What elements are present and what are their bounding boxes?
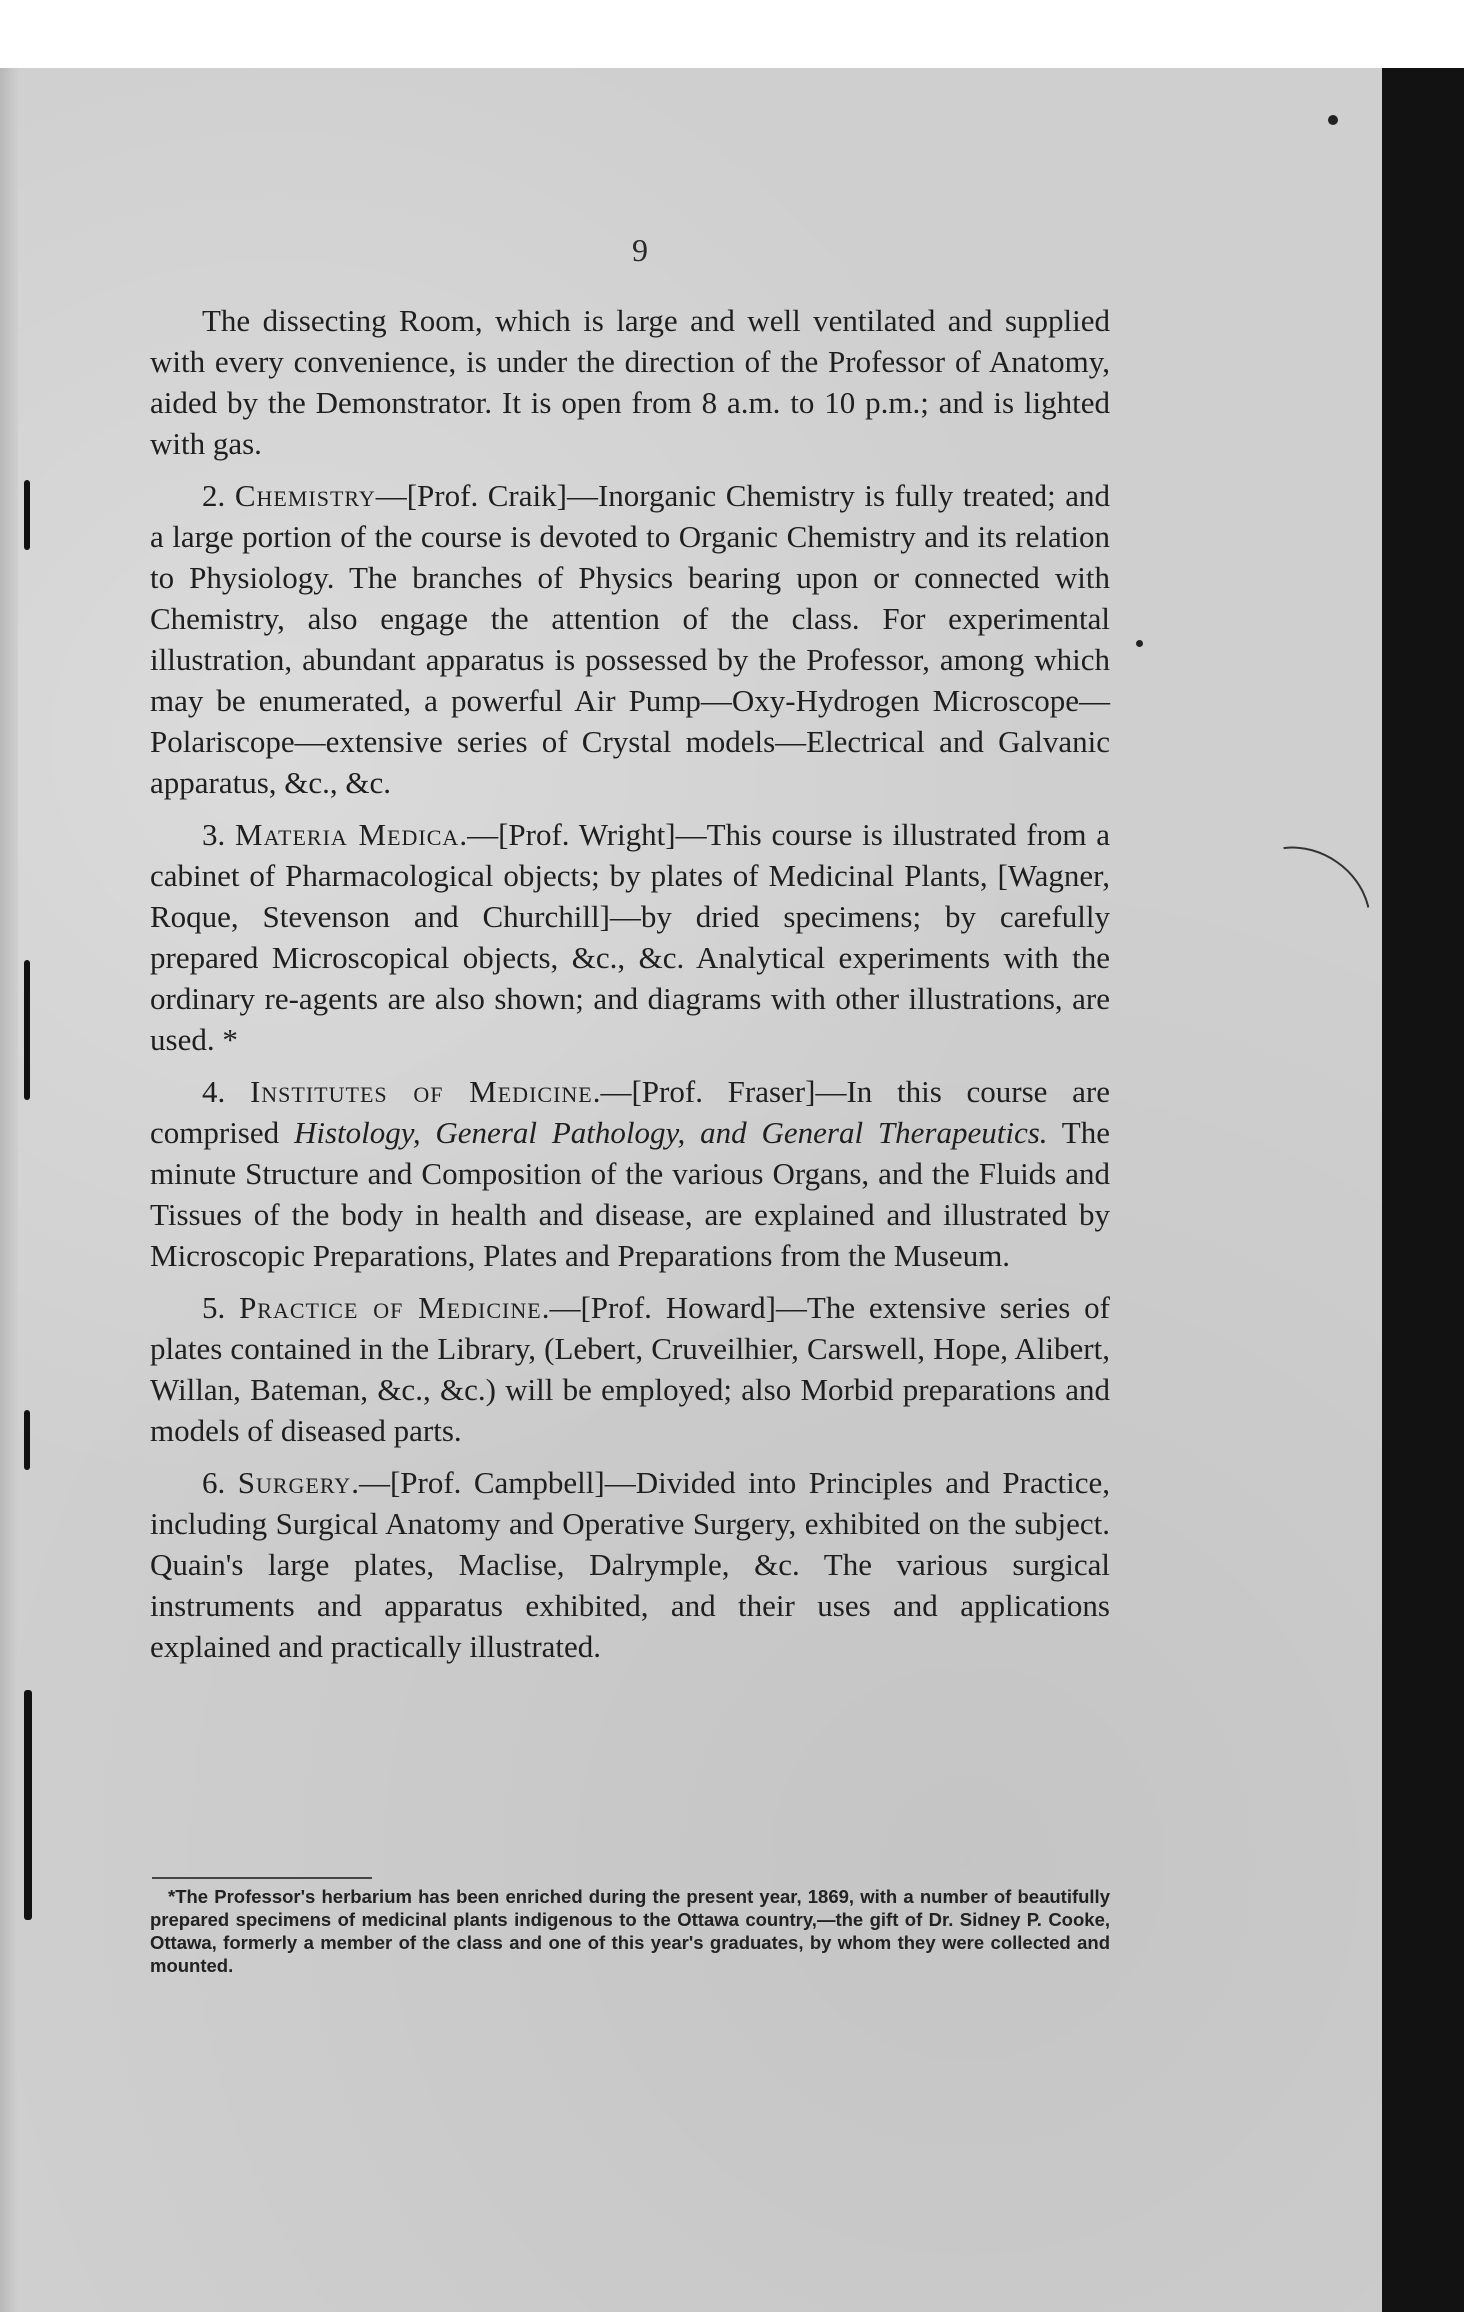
paragraph-materia-medica bbox=[150, 814, 1110, 1060]
footnote-text: *The Professor's herbarium has been enriched during the present year, 1869, with a number of beautifully prepared specimens of medicinal plants indigenous to the Ottawa country,—the gift of Dr. Sidney P. Cooke, Ottawa, formerly a member of the class and one of this year's graduates, by whom they were collected and mounted. bbox=[150, 1886, 1110, 1976]
page-number: 9 bbox=[632, 232, 648, 268]
section-number: 5. bbox=[202, 1290, 226, 1325]
section-heading: Practice of Medicine bbox=[239, 1290, 542, 1325]
binding-mark bbox=[24, 1690, 32, 1920]
paragraph-institutes bbox=[150, 1071, 1110, 1276]
section-body: Inorganic Chemistry is fully treated; and a large portion of the course is devoted to Organic Chemistry and its relation to Physiology. The branches of Physics bearing upon or connected with Chemistry, also engage the attention of the class. For experimental illustration, abundant apparatus is possessed by the Professor, among which may be enumerated, a powerful Air Pump—Oxy-Hydrogen Microscope—Polariscope—extensive series of Crystal models—Electrical and Galvanic apparatus, &c., &c. bbox=[150, 478, 1111, 800]
paragraph-chemistry bbox=[150, 475, 1110, 803]
section-professor: .—[Prof. Fraser]— bbox=[592, 1074, 847, 1109]
footnote bbox=[150, 1885, 1110, 1977]
binding-mark bbox=[24, 1410, 30, 1470]
section-heading: Institutes of Medicine bbox=[249, 1074, 593, 1109]
section-lead: In this course are comprised bbox=[150, 1074, 1110, 1150]
section-body: The minute Structure and Composition of the various Organs, and the Fluids and Tissues of the body in health and disease, are explained and illustrated by Microscopic Preparations, Plates and Preparations from the Museum. bbox=[150, 1115, 1111, 1273]
page-left-edge bbox=[0, 68, 18, 2312]
ink-spot bbox=[1328, 115, 1338, 125]
section-professor: .—[Prof. Wright]— bbox=[459, 817, 707, 852]
section-professor: —[Prof. Craik]— bbox=[375, 478, 598, 513]
paragraph-practice bbox=[150, 1287, 1110, 1451]
page-body bbox=[150, 300, 1110, 1678]
section-heading: Surgery bbox=[237, 1465, 352, 1500]
section-heading: Materia Medica bbox=[235, 817, 460, 852]
section-heading: Chemistry bbox=[234, 478, 376, 513]
scan-background-edge bbox=[1382, 68, 1464, 2312]
section-number: 3. bbox=[202, 817, 226, 852]
section-body: The extensive series of plates contained in the Library, (Lebert, Cruveilhier, Carswell, Hope, Alibert, Willan, Bateman, &c., &c.) will be employed; also Morbid preparations and models of diseased parts. bbox=[150, 1290, 1110, 1448]
section-italic-subjects: Histology, General Pathology, and General Therapeutics. bbox=[293, 1115, 1048, 1150]
section-number: 2. bbox=[202, 478, 226, 513]
section-number: 4. bbox=[202, 1074, 226, 1109]
paragraph-surgery bbox=[150, 1462, 1110, 1667]
section-number: 6. bbox=[202, 1465, 226, 1500]
section-professor: .—[Prof. Howard]— bbox=[541, 1290, 807, 1325]
ink-spot bbox=[1136, 640, 1143, 647]
paragraph-dissecting-room: The dissecting Room, which is large and well ventilated and supplied with every convenience, is under the direction of the Professor of Anatomy, aided by the Demonstrator. It is open from 8 a.m. to 10 p.m.; and is lighted with gas. bbox=[150, 303, 1110, 461]
binding-mark bbox=[24, 480, 30, 550]
section-body: Divided into Principles and Practice, including Surgical Anatomy and Operative Surgery, exhibited on the subject. Quain's large plates, Maclise, Dalrymple, &c. The various surgical instruments and apparatus exhibited, and their uses and applications explained and practically illustrated. bbox=[150, 1465, 1110, 1664]
binding-mark bbox=[24, 960, 30, 1100]
footnote-rule bbox=[152, 1877, 372, 1879]
section-professor: .—[Prof. Campbell]— bbox=[351, 1465, 636, 1500]
section-body: This course is illustrated from a cabinet of Pharmacological objects; by plates of Medicinal Plants, [Wagner, Roque, Stevenson and Churchill]—by dried specimens; by carefully prepared Microscopical objects, &c., &c. Analytical experiments with the ordinary re-agents are also shown; and diagrams with other illustrations, are used. * bbox=[150, 817, 1111, 1057]
